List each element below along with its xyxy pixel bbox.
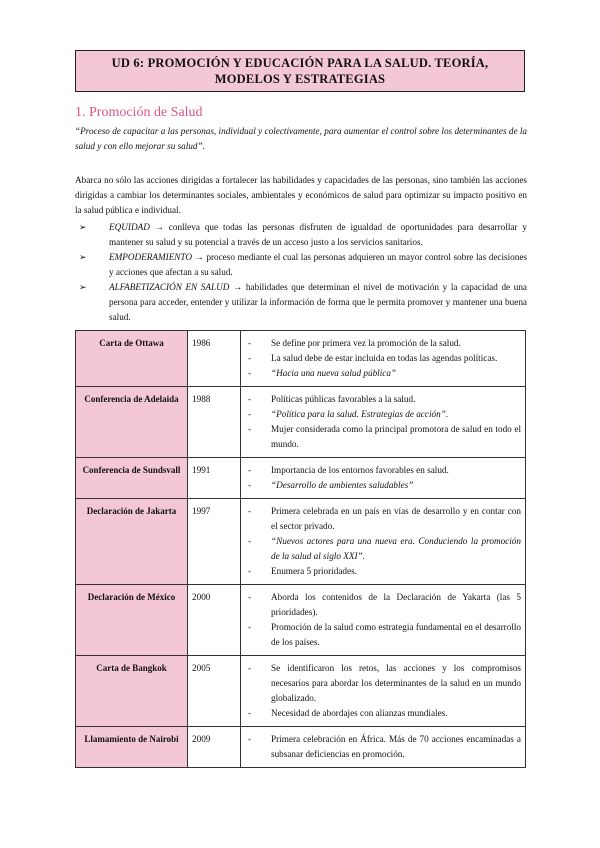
event-description-cell [241,499,526,585]
section-heading: 1. Promoción de Salud [75,105,203,120]
list-item: - La salud debe de estar incluida en todas las agendas políticas. [245,351,521,366]
table-row [76,656,526,727]
list-item: - Se identificaron los retos, las acciones y los compromisos necesarios para abordar los determinantes de la salud en un mundo globalizado. [245,661,521,706]
list-item: - “Hacia una nueva salud pública” [245,366,521,381]
table-row [76,331,526,387]
event-year-cell: 2005 [188,656,241,727]
event-points-list [245,504,521,579]
event-name-cell: Llamamiento de Nairobi [76,727,188,768]
table-row [76,585,526,656]
list-item: - Políticas públicas favorables a la salud. [245,392,521,407]
event-year-cell: 2009 [188,727,241,768]
concept-term: EMPODERAMIENTO [109,252,193,262]
table-row [76,727,526,768]
document-title-box [75,50,525,92]
list-item: - Aborda los contenidos de la Declaración de Yakarta (las 5 prioridades). [245,590,521,620]
events-table [75,330,526,768]
list-item: - Promoción de la salud como estrategia fundamental en el desarrollo de los países. [245,620,521,650]
event-description-cell [241,727,526,768]
events-table-body [76,331,526,768]
event-name-cell: Carta de Bangkok [76,656,188,727]
definition-quote: “Proceso de capacitar a las personas, individual y colectivamente, para aumentar el control sobre los determinantes de la salud y con ello mejorar su salud”. [75,126,527,151]
concept-item [75,220,527,250]
arrow-bullet-icon: ➢ [79,252,87,262]
event-points-list [245,463,521,493]
arrow-bullet-icon: ➢ [79,282,87,292]
event-name-cell: Carta de Ottawa [76,331,188,387]
concept-list [75,220,527,325]
list-item: - Necesidad de abordajes con alianzas mundiales. [245,706,521,721]
event-name-cell: Declaración de México [76,585,188,656]
event-points-list [245,590,521,650]
table-row [76,458,526,499]
event-name-cell: Declaración de Jakarta [76,499,188,585]
event-name-cell: Conferencia de Adelaida [76,387,188,458]
event-description-cell [241,458,526,499]
title-line-2: MODELOS Y ESTRATEGIAS [214,72,386,86]
list-item: - “Desarrollo de ambientes saludables” [245,478,521,493]
list-item: - Mujer considerada como la principal promotora de salud en todo el mundo. [245,422,521,452]
concept-item [75,280,527,325]
arrow-bullet-icon: ➢ [79,222,87,232]
table-row [76,387,526,458]
event-description-cell [241,387,526,458]
concept-item [75,250,527,280]
table-row [76,499,526,585]
event-year-cell: 2000 [188,585,241,656]
list-item: - Primera celebración en África. Más de 70 acciones encaminadas a subsanar deficiencias en promoción. [245,732,521,762]
concept-text: → habilidades que determinan el nivel de motivación y la capacidad de una persona para acceder, entender y utilizar la información de forma que le permita promover y mantener una buena salud. [109,282,528,322]
list-item: - Enumera 5 prioridades. [245,564,521,579]
list-item: - Importancia de los entornos favorables en salud. [245,463,521,478]
event-year-cell: 1986 [188,331,241,387]
event-description-cell [241,656,526,727]
concept-term: EQUIDAD [109,222,150,232]
event-name-cell: Conferencia de Sundsvall [76,458,188,499]
concept-term: ALFABETIZACIÓN EN SALUD [109,282,230,292]
event-points-list [245,392,521,452]
event-points-list [245,336,521,381]
event-description-cell [241,585,526,656]
event-points-list [245,661,521,721]
list-item: - Primera celebrada en un país en vías de desarrollo y en contar con el sector privado. [245,504,521,534]
title-line-1: UD 6: PROMOCIÓN Y EDUCACIÓN PARA LA SALUD. TEORÍA, [111,56,489,70]
event-year-cell: 1988 [188,387,241,458]
event-year-cell: 1991 [188,458,241,499]
event-points-list [245,732,521,762]
event-year-cell: 1997 [188,499,241,585]
intro-paragraph: Abarca no sólo las acciones dirigidas a fortalecer las habilidades y capacidades de las personas, sino también las acciones dirigidas a cambiar los determinantes sociales, ambientales y económicos de salud para optimizar su impacto positivo en la salud pública e individual. [75,175,527,215]
concept-text: → proceso mediante el cual las personas adquieren un mayor control sobre las decisiones y acciones que afectan a su salud. [109,252,527,277]
event-description-cell [241,331,526,387]
list-item: - Se define por primera vez la promoción de la salud. [245,336,521,351]
list-item: - “Nuevos actores para una nueva era. Conduciendo la promoción de la salud al siglo XXI”. [245,534,521,564]
concept-text: → conlleva que todas las personas disfruten de igualdad de oportunidades para desarrollar y mantener su salud y su potencial a través de un acceso justo a los servicios sanitarios. [109,222,527,247]
list-item: - “Política para la salud. Estrategias de acción”. [245,407,521,422]
